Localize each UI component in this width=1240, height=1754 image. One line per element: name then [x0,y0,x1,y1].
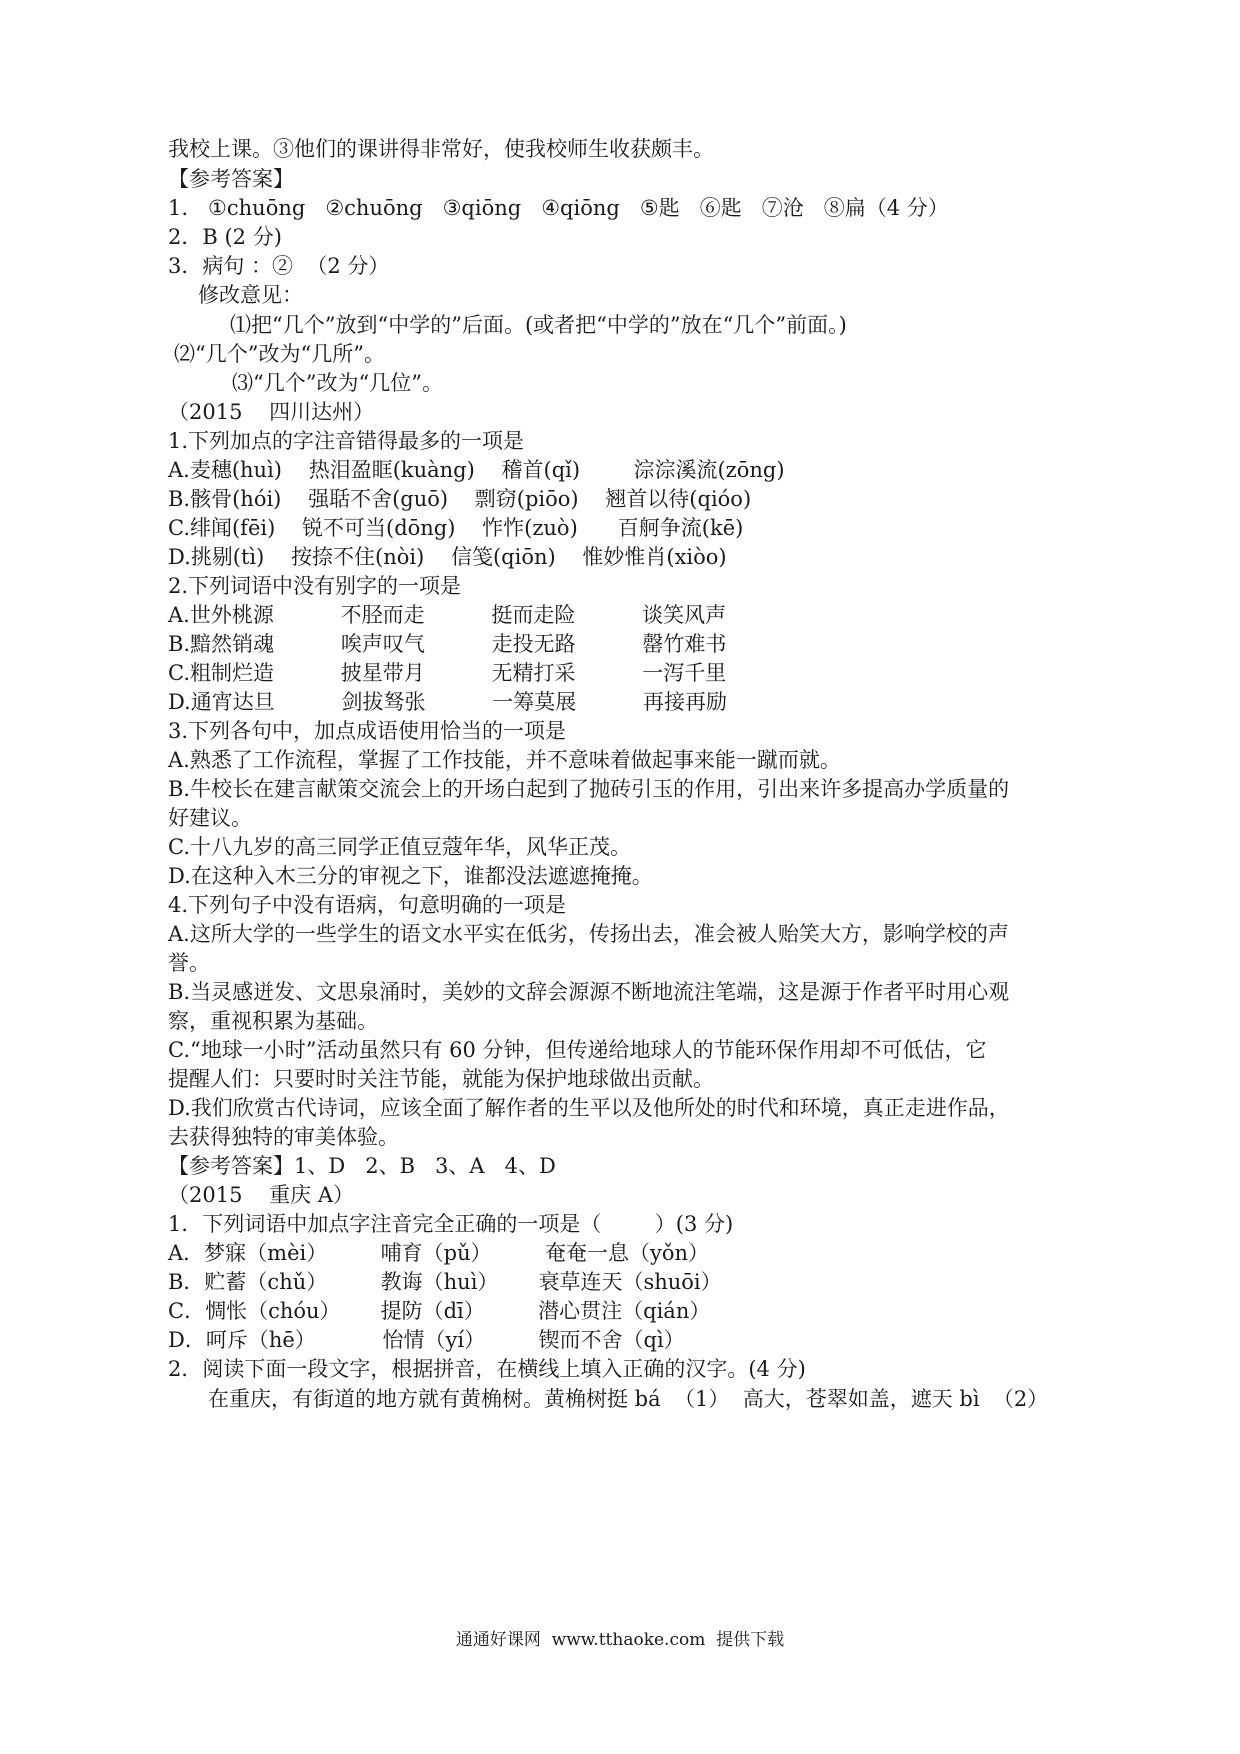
text-line: ⑴把“几个”放到“中学的”后面。(或者把“中学的”放在“几个”前面。) [230,313,847,337]
text-line: 2．B (2 分) [168,225,282,249]
question: 1.下列加点的字注音错得最多的一项是 [168,429,525,453]
page-footer [0,1628,1240,1652]
option: D.我们欣赏古代诗词，应该全面了解作者的生平以及他所处的时代和环境，真正走进作品， [168,1096,1010,1120]
option: A.这所大学的一些学生的语文水平实在低劣，传扬出去，准会被人贻笑大方，影响学校的声 [168,922,1009,946]
option: 察，重视积累为基础。 [168,1009,378,1033]
option: A．梦寐（mèi） 哺育（pǔ） 奄奄一息（yǒn） [168,1241,710,1265]
option: B.骸骨(hói) 强聒不舍(guō) 剽窃(piōo) 翘首以待(qióo) [168,487,752,511]
option: C.十八九岁的高三同学正值豆蔻年华，风华正茂。 [168,835,631,859]
option: C.“地球一小时”活动虽然只有 60 分钟，但传递给地球人的节能环保作用却不可低估，它 [168,1038,987,1062]
answer-heading: 【参考答案】1、D 2、B 3、A 4、D [168,1154,556,1178]
option: B.牛校长在建言献策交流会上的开场白起到了抛砖引玉的作用，引出来许多提高办学质量的 [168,777,1010,801]
text-line: 我校上课。③他们的课讲得非常好，使我校师生收获颇丰。 [168,137,714,161]
text-line: 1. ①chuōng ②chuōng ③qiōng ④qiōng ⑤匙 ⑥匙 ⑦沧 ⑧扁（4 分） [168,196,949,220]
answer-heading: 【参考答案】 [168,167,294,191]
text-line: 3．病句 ：② （2 分） [168,254,390,278]
option: D.在这种入木三分的审视之下，谁都没法遮遮掩掩。 [168,864,653,888]
option: A.熟悉了工作流程，掌握了工作技能，并不意味着做起事来能一蹴而就。 [168,748,841,772]
option: D.挑剔(tì) 按捺不住(nòi) 信笺(qiōn) 惟妙惟肖(xiòo) [168,545,727,569]
question: 2．阅读下面一段文字，根据拼音，在横线上填入正确的汉字。(4 分) [168,1357,806,1381]
option: B.黯然销魂 唉声叹气 走投无路 罄竹难书 [168,632,727,656]
footer-text: 通通好课网 www.tthaoke.com 提供下载 [455,1630,785,1650]
section-heading: （2015 四川达州） [168,400,375,424]
text-line: ⑵“几个”改为“几所”。 [174,342,385,366]
question: 2.下列词语中没有别字的一项是 [168,574,462,598]
text-line: ⑶“几个”改为“几位”。 [232,371,443,395]
option: 好建议。 [168,806,252,830]
option: D．呵斥（hē） 怡情（yí） 锲而不舍（qì） [168,1328,685,1352]
option: C．惆怅（chóu） 提防（dī） 潜心贯注（qián） [168,1299,711,1323]
question: 3.下列各句中，加点成语使用恰当的一项是 [168,719,567,743]
section-heading: （2015 重庆 A） [168,1183,354,1207]
option: A.麦穗(huì) 热泪盈眶(kuàng) 稽首(qǐ) 淙淙溪流(zōng) [168,458,785,482]
passage-text: 在重庆，有街道的地方就有黄桷树。黄桷树挺 bá （1） 高大，苍翠如盖，遮天 bì （2） [208,1387,1049,1411]
option: D.通宵达旦 剑拔驽张 一筹莫展 再接再励 [168,690,728,714]
option: C.绯闻(fēi) 锐不可当(dōng) 怍怍(zuò) 百舸争流(kē) [168,516,744,540]
question: 4.下列句子中没有语病，句意明确的一项是 [168,893,567,917]
option: B．贮蓄（chǔ） 教诲（huì） 衰草连天（shuōi） [168,1270,722,1294]
question: 1．下列词语中加点字注音完全正确的一项是（ ）(3 分) [168,1212,734,1236]
option: A.世外桃源 不胫而走 挺而走险 谈笑风声 [168,603,727,627]
option: B.当灵感迸发、文思泉涌时，美妙的文辞会源源不断地流注笔端，这是源于作者平时用心观 [168,980,1010,1004]
option: 誉。 [168,951,210,975]
option: 去获得独特的审美体验。 [168,1125,399,1149]
option: C.粗制烂造 披星带月 无精打采 一泻千里 [168,661,727,685]
option: 提醒人们：只要时时关注节能，就能为保护地球做出贡献。 [168,1067,714,1091]
text-line: 修改意见： [198,283,303,307]
